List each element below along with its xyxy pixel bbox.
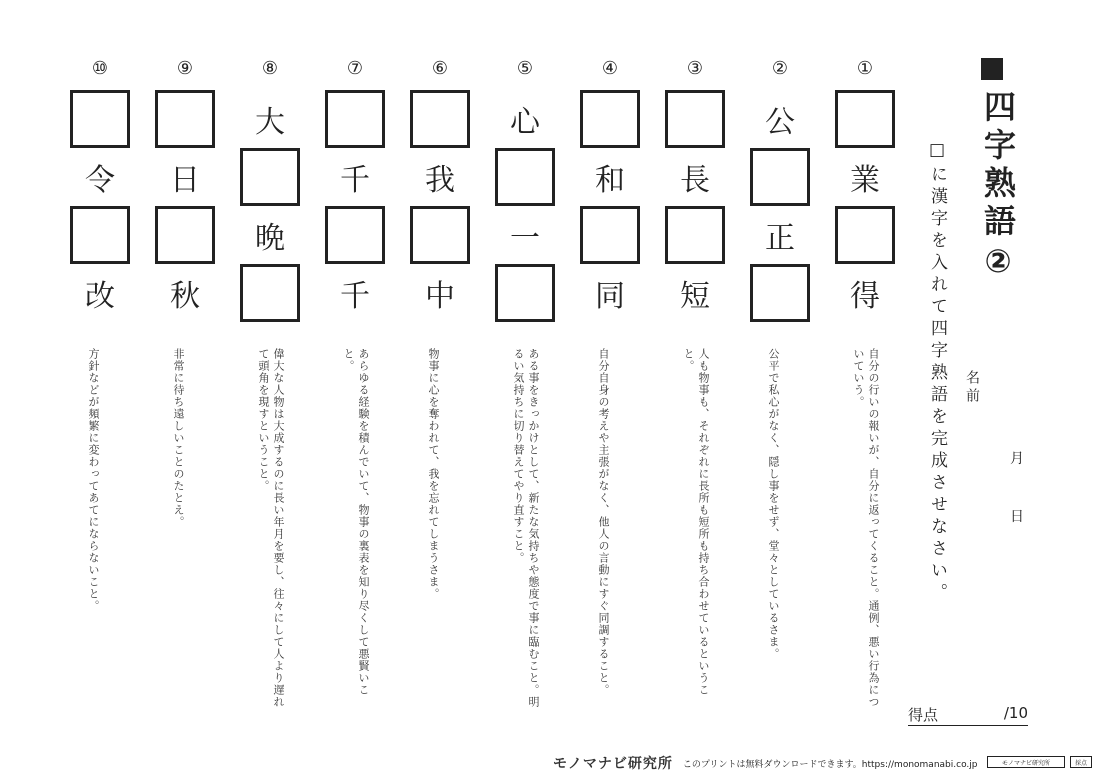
title-marker-icon <box>981 58 1003 80</box>
problem-number: ⑥ <box>431 58 449 79</box>
definition-text: 物事に心を奪われて、我を忘れてしまうさま。 <box>427 348 440 600</box>
answer-box[interactable] <box>325 90 385 148</box>
given-kanji: 正 <box>765 221 795 256</box>
given-kanji: 中 <box>425 279 455 314</box>
given-kanji: 短 <box>680 279 710 314</box>
footer <box>553 753 978 773</box>
given-kanji: 得 <box>850 279 880 314</box>
given-kanji: 同 <box>595 279 625 314</box>
answer-box[interactable] <box>750 148 810 206</box>
answer-box[interactable] <box>155 206 215 264</box>
definition-text: ある事をきっかけとして、新たな気持ちや態度で事に臨むこと。明るい気持ちに切り替えてやり直すこと。 <box>512 348 540 708</box>
problem-number: ③ <box>686 58 704 79</box>
given-kanji: 大 <box>255 105 285 140</box>
answer-box[interactable] <box>410 206 470 264</box>
given-kanji: 秋 <box>170 279 200 314</box>
problem-number: ① <box>856 58 874 79</box>
footer-logo: モノマナビ研究所 <box>553 756 673 772</box>
answer-box[interactable] <box>495 148 555 206</box>
definition-text: 自分の行いの報いが、自分に返ってくること。通例、悪い行為についていう。 <box>852 348 880 708</box>
day-label: 日 <box>1010 509 1024 525</box>
given-kanji: 心 <box>510 105 540 140</box>
given-kanji: 我 <box>425 163 455 198</box>
definition-text: 偉大な人物は大成するのに長い年月を要し、往々にして人より遅れて頭角を現すということ。 <box>257 348 285 708</box>
definition-text: あらゆる経験を積んでいて、物事の裏表を知り尽くして悪賢いこと。 <box>342 348 370 696</box>
definition-text: 非常に待ち遠しいことのたとえ。 <box>172 348 185 528</box>
answer-box[interactable] <box>665 90 725 148</box>
definition-text: 人も物事も、それぞれに長所も短所も持ち合わせているということ。 <box>682 348 710 696</box>
answer-box[interactable] <box>410 90 470 148</box>
given-kanji: 千 <box>340 279 370 314</box>
footer-text: このプリントは無料ダウンロードできます。https://monomanabi.co.jp <box>682 759 978 770</box>
problem-number: ⑨ <box>176 58 194 79</box>
given-kanji: 日 <box>170 163 200 198</box>
score-label: 得点 <box>908 706 939 724</box>
answer-box[interactable] <box>325 206 385 264</box>
problem-number: ⑦ <box>346 58 364 79</box>
grade-button[interactable]: 採点 <box>1070 756 1092 768</box>
given-kanji: 和 <box>595 163 625 198</box>
problem-number: ④ <box>601 58 619 79</box>
score-total: /10 <box>1003 704 1028 722</box>
answer-box[interactable] <box>240 264 300 322</box>
problem-number: ⑤ <box>516 58 534 79</box>
given-kanji: 千 <box>340 163 370 198</box>
problem-number: ⑧ <box>261 58 279 79</box>
answer-box[interactable] <box>665 206 725 264</box>
given-kanji: 公 <box>765 105 795 140</box>
problem-number: ⑩ <box>91 58 109 79</box>
problem-number: ② <box>771 58 789 79</box>
answer-box[interactable] <box>750 264 810 322</box>
answer-box[interactable] <box>70 90 130 148</box>
given-kanji: 長 <box>680 163 710 198</box>
answer-box[interactable] <box>835 90 895 148</box>
answer-box[interactable] <box>240 148 300 206</box>
given-kanji: 令 <box>85 163 115 198</box>
given-kanji: 晩 <box>255 221 285 256</box>
name-label: 名前 <box>964 370 980 406</box>
definition-text: 公平で私心がなく、隠し事をせず、堂々としているさま。 <box>767 348 780 660</box>
given-kanji: 一 <box>510 221 540 256</box>
answer-box[interactable] <box>580 90 640 148</box>
month-label: 月 <box>1010 451 1024 467</box>
answer-box[interactable] <box>495 264 555 322</box>
score-line <box>908 704 1028 726</box>
given-kanji: 業 <box>850 163 880 198</box>
site-button[interactable]: モノマナビ研究所 <box>987 756 1065 768</box>
answer-box[interactable] <box>155 90 215 148</box>
page-title: 四字熟語② <box>979 90 1017 286</box>
given-kanji: 改 <box>85 279 115 314</box>
instruction-text: □に漢字を入れて四字熟語を完成させなさい。 <box>927 140 947 605</box>
definition-text: 自分自身の考えや主張がなく、他人の言動にすぐ同調すること。 <box>597 348 610 696</box>
answer-box[interactable] <box>580 206 640 264</box>
answer-box[interactable] <box>835 206 895 264</box>
definition-text: 方針などが頻繁に変わってあてにならないこと。 <box>87 348 100 612</box>
answer-box[interactable] <box>70 206 130 264</box>
